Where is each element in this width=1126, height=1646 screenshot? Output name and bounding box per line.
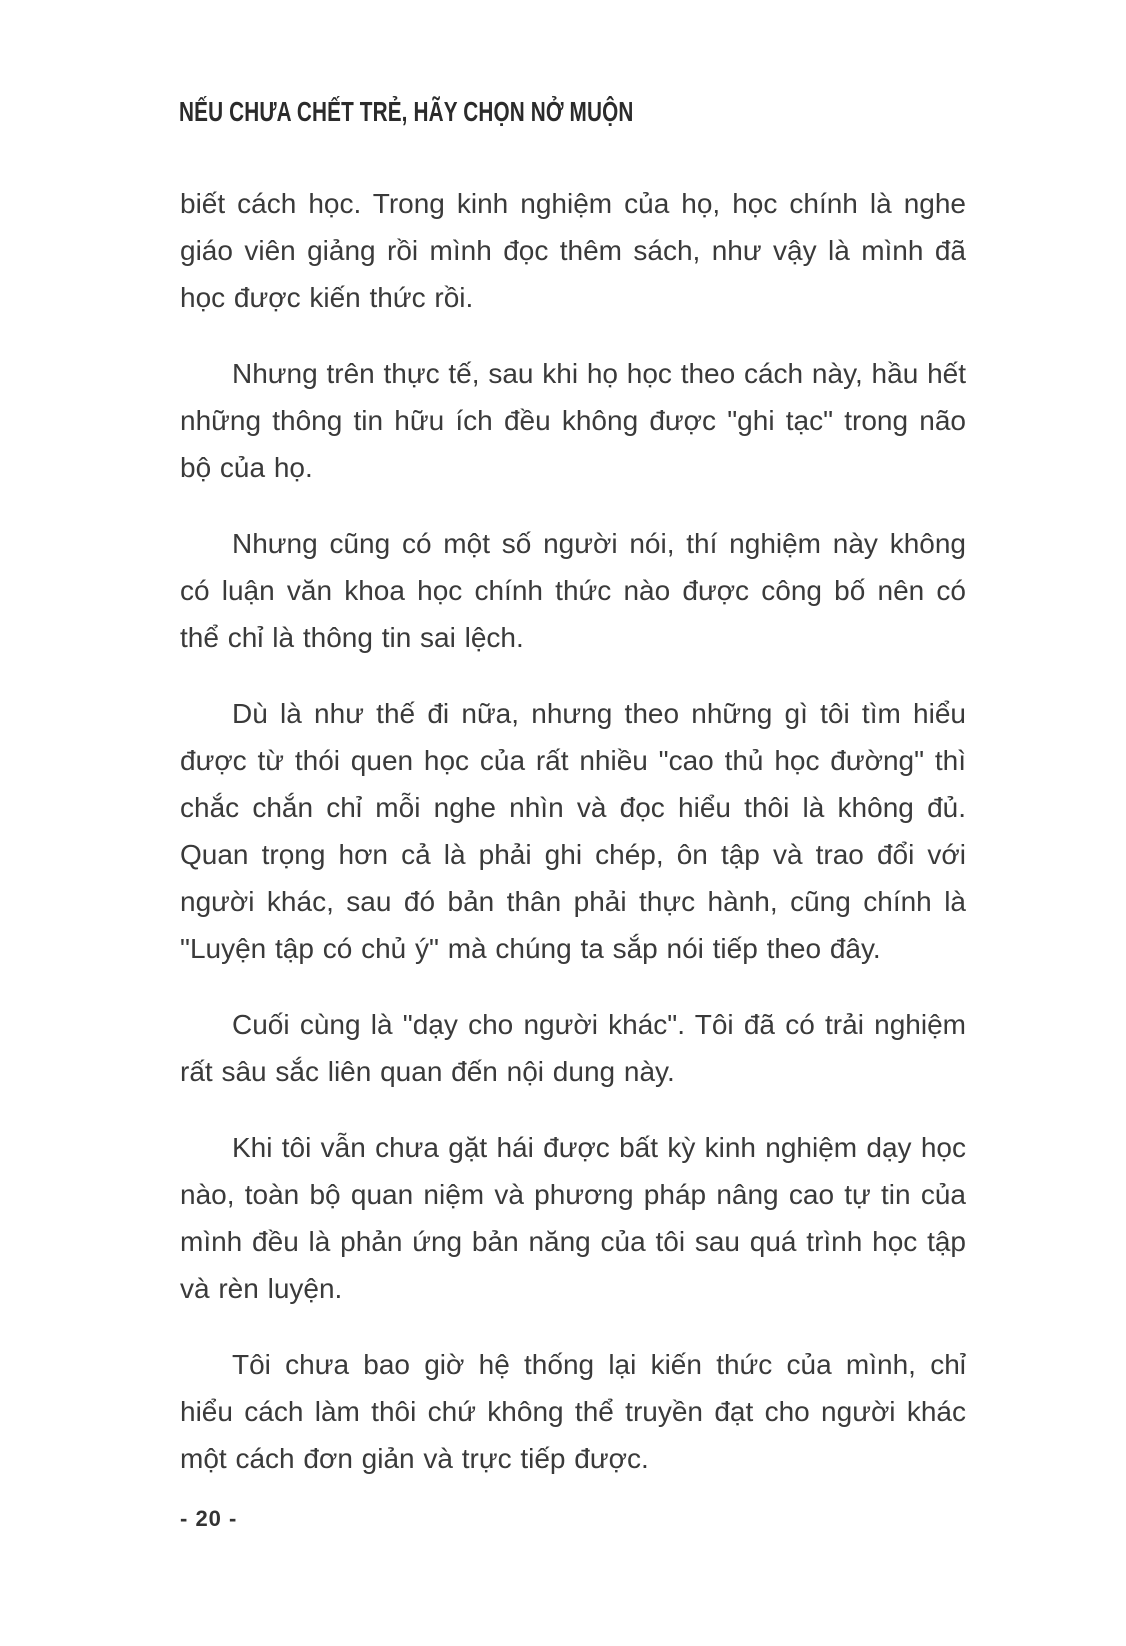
paragraph: biết cách học. Trong kinh nghiệm của họ, học chính là nghe giáo viên giảng rồi mình đọc thêm sách, như vậy là mình đã học được kiến thức rồi. xyxy=(180,188,966,313)
paragraph: Tôi chưa bao giờ hệ thống lại kiến thức của mình, chỉ hiểu cách làm thôi chứ không thể truyền đạt cho người khác một cách đơn giản và trực tiếp được. xyxy=(180,1349,966,1474)
body-text xyxy=(180,180,966,1511)
paragraph: Khi tôi vẫn chưa gặt hái được bất kỳ kinh nghiệm dạy học nào, toàn bộ quan niệm và phương pháp nâng cao tự tin của mình đều là phản ứng bản năng của tôi sau quá trình học tập và rèn luyện. xyxy=(180,1132,966,1304)
paragraph: Nhưng cũng có một số người nói, thí nghiệm này không có luận văn khoa học chính thức nào được công bố nên có thể chỉ là thông tin sai lệch. xyxy=(180,528,966,653)
running-header: NẾU CHƯA CHẾT TRẺ, HÃY CHỌN NỞ MUỘN xyxy=(179,96,634,127)
paragraph: Cuối cùng là "dạy cho người khác". Tôi đã có trải nghiệm rất sâu sắc liên quan đến nội dung này. xyxy=(180,1009,966,1087)
paragraph: Nhưng trên thực tế, sau khi họ học theo cách này, hầu hết những thông tin hữu ích đều không được "ghi tạc" trong não bộ của họ. xyxy=(180,358,966,483)
page-number: - 20 - xyxy=(180,1506,238,1531)
paragraph: Dù là như thế đi nữa, nhưng theo những gì tôi tìm hiểu được từ thói quen học của rất nhiều "cao thủ học đường" thì chắc chắn chỉ mỗi nghe nhìn và đọc hiểu thôi là không đủ. Quan trọng hơn cả là phải ghi chép, ôn tập và trao đổi với người khác, sau đó bản thân phải thực hành, cũng chính là "Luyện tập có chủ ý" mà chúng ta sắp nói tiếp theo đây. xyxy=(180,698,966,964)
